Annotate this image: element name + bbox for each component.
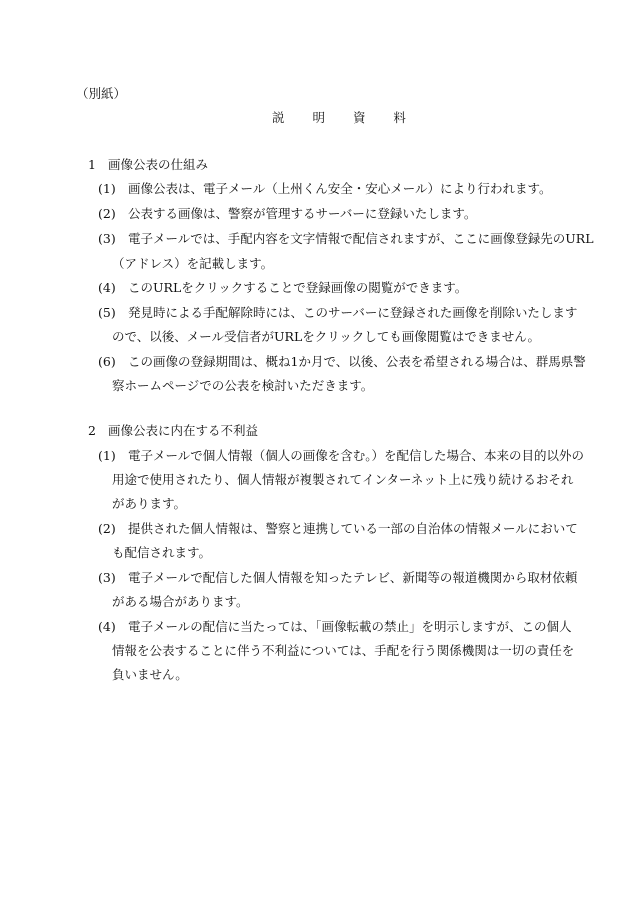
s1-item-6-continuation: 察ホームページでの公表を検討いただきます。: [112, 378, 374, 393]
s1-item-1: [98, 181, 552, 197]
s2-item-4-number: (4): [98, 619, 116, 634]
s1-item-1-text: 画像公表は、電子メール（上州くん安全・安心メール）により行われます。: [128, 181, 552, 196]
s2-item-1-continuation-2: があります。: [112, 496, 187, 511]
s2-item-1-number: (1): [98, 448, 116, 463]
s1-item-6-text: この画像の登録期間は、概ね1か月で、以後、公表を希望される場合は、群馬県警: [128, 354, 586, 369]
s2-item-2-continuation: も配信されます。: [112, 545, 212, 560]
s1-item-5-text: 発見時による手配解除時には、このサーバーに登録された画像を削除いたします: [128, 305, 578, 320]
section-1-title: 画像公表の仕組み: [108, 157, 209, 172]
s1-item-4-number: (4): [98, 280, 116, 295]
s1-item-5-number: (5): [98, 305, 116, 320]
s1-item-2-number: (2): [98, 206, 116, 221]
s2-item-1-continuation-1: 用途で使用されたり、個人情報が複製されてインターネット上に残り続けるおそれ: [112, 472, 574, 487]
s2-item-3: [98, 570, 577, 586]
s1-item-1-number: (1): [98, 181, 116, 196]
s2-item-3-continuation: がある場合があります。: [112, 594, 249, 609]
s2-item-3-text: 電子メールで配信した個人情報を知ったテレビ、新聞等の報道機関から取材依頼: [128, 570, 578, 585]
s2-item-4-continuation-1: 情報を公表することに伴う不利益については、手配を行う関係機関は一切の責任を: [112, 643, 575, 658]
s1-item-3-continuation: （アドレス）を記載します。: [112, 256, 274, 271]
section-1-heading: [88, 157, 208, 173]
s1-item-2-text: 公表する画像は、警察が管理するサーバーに登録いたします。: [128, 206, 477, 221]
s1-item-2: [98, 206, 476, 222]
s2-item-1: [98, 448, 584, 464]
s2-item-3-number: (3): [98, 570, 116, 585]
section-2-heading: [88, 423, 258, 439]
s1-item-3: [98, 231, 594, 247]
document-title: 説 明 資 料: [272, 110, 418, 125]
section-2-title: 画像公表に内在する不利益: [108, 423, 259, 438]
s1-item-3-number: (3): [98, 231, 116, 246]
s1-item-6-number: (6): [98, 354, 116, 369]
section-1-number: 1: [88, 157, 96, 172]
s2-item-4-continuation-2: 負いません。: [112, 667, 188, 682]
s2-item-4: [98, 619, 572, 635]
s1-item-6: [98, 354, 586, 370]
s2-item-2-number: (2): [98, 521, 116, 536]
s2-item-1-text: 電子メールで個人情報（個人の画像を含む。）を配信した場合、本来の目的以外の: [128, 448, 585, 463]
section-2-number: 2: [88, 423, 96, 438]
s2-item-2: [98, 521, 578, 537]
s1-item-4: [98, 280, 467, 296]
s1-item-4-text: このURLをクリックすることで登録画像の閲覧ができます。: [128, 280, 468, 295]
s1-item-3-text: 電子メールでは、手配内容を文字情報で配信されますが、ここに画像登録先のURL: [128, 231, 594, 246]
attachment-label: （別紙）: [76, 86, 127, 101]
s2-item-2-text: 提供された個人情報は、警察と連携している一部の自治体の情報メールにおいて: [128, 521, 578, 536]
s2-item-4-text: 電子メールの配信に当たっては、「画像転載の禁止」を明示しますが、この個人: [128, 619, 572, 634]
s1-item-5-continuation: ので、以後、メール受信者がURLをクリックしても画像閲覧はできません。: [112, 329, 540, 344]
s1-item-5: [98, 305, 577, 321]
